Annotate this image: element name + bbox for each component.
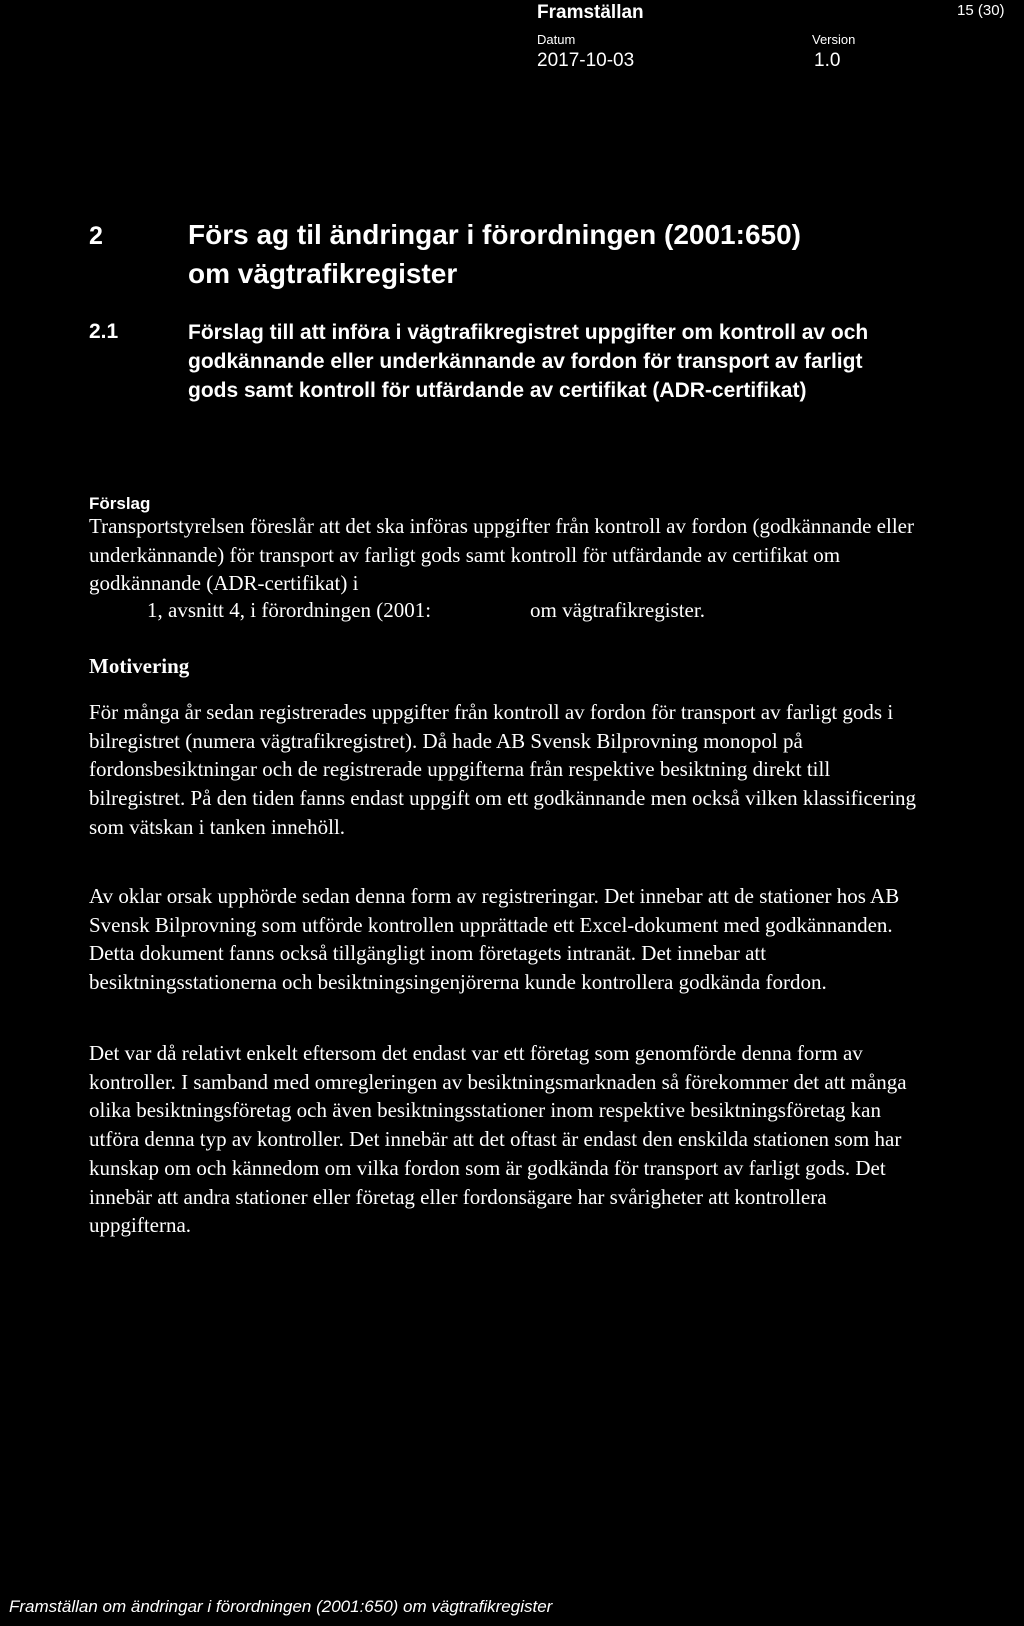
motivation-heading: Motivering	[89, 654, 190, 678]
subsection-number: 2.1	[89, 320, 119, 343]
section-title: Förs ag til ändringar i förordningen (2001:650) om vägtrafikregister	[188, 219, 801, 289]
motivation-paragraph: Av oklar orsak upphörde sedan denna form av registreringar. Det innebar att de stationer hos AB Svensk Bilprovning som utförde kontrollen upprättade ett Excel-dokument med godkännanden. Detta dokument fanns också tillgängligt inom företagets intranät. Det innebar att besiktningsstationerna och besiktningsingenjörerna kunde kontrollera godkända fordon.	[89, 884, 900, 995]
date-value: 2017-10-03	[537, 50, 635, 71]
footer-text: Framställan om ändringar i förordningen (2001:650) om vägtrafikregister	[9, 1597, 553, 1616]
proposal-body: Transportstyrelsen föreslår att det ska införas uppgifter från kontroll av fordon (godkännande eller underkännande) för transport av farligt gods samt kontroll för utfärdande av certifikat om godkännande (ADR-certifikat) i	[89, 514, 914, 596]
motivation-paragraph: För många år sedan registrerades uppgifter från kontroll av fordon för transport av farligt gods i bilregistret (numera vägtrafikregistret). Då hade AB Svensk Bilprovning monopol på fordonsbesiktningar och de registrerade uppgifterna från respektive besiktning direkt till bilregistret. På den tiden fanns endast uppgift om ett godkännande men också vilken klassificering som vätskan i tanken innehöll.	[89, 700, 916, 839]
version-value: 1.0	[814, 50, 841, 71]
motivation-paragraph: Det var då relativt enkelt eftersom det endast var ett företag som genomförde denna form av kontroller. I samband med omregleringen av besiktningsmarknaden så förekommer det att många olika besiktningsföretag och även besiktningsstationer inom respektive besiktningsföretag kan utföra denna typ av kontroller. Det innebär att det oftast är endast den enskilda stationen som har kunskap om och kännedom om vilka fordon som är godkända för transport av farligt gods. Det innebär att andra stationer eller företag eller fordonsägare har svårigheter att kontrollera uppgifterna.	[89, 1041, 907, 1238]
version-label: Version	[812, 32, 856, 47]
section-number: 2	[89, 222, 103, 250]
subsection-title: Förslag till att införa i vägtrafikregistret uppgifter om kontroll av och godkännande eller underkännande av fordon för transport av farligt gods samt kontroll för utfärdande av certifikat (ADR-certifikat)	[188, 321, 869, 402]
proposal-heading: Förslag	[89, 494, 151, 513]
page-number: 15 (30)	[957, 2, 1005, 19]
proposal-body-end: om vägtrafikregister.	[530, 598, 705, 622]
document-type: Framställan	[537, 2, 644, 23]
proposal-body-last: 1, avsnitt 4, i förordningen (2001:	[147, 598, 432, 622]
date-label: Datum	[537, 32, 576, 47]
